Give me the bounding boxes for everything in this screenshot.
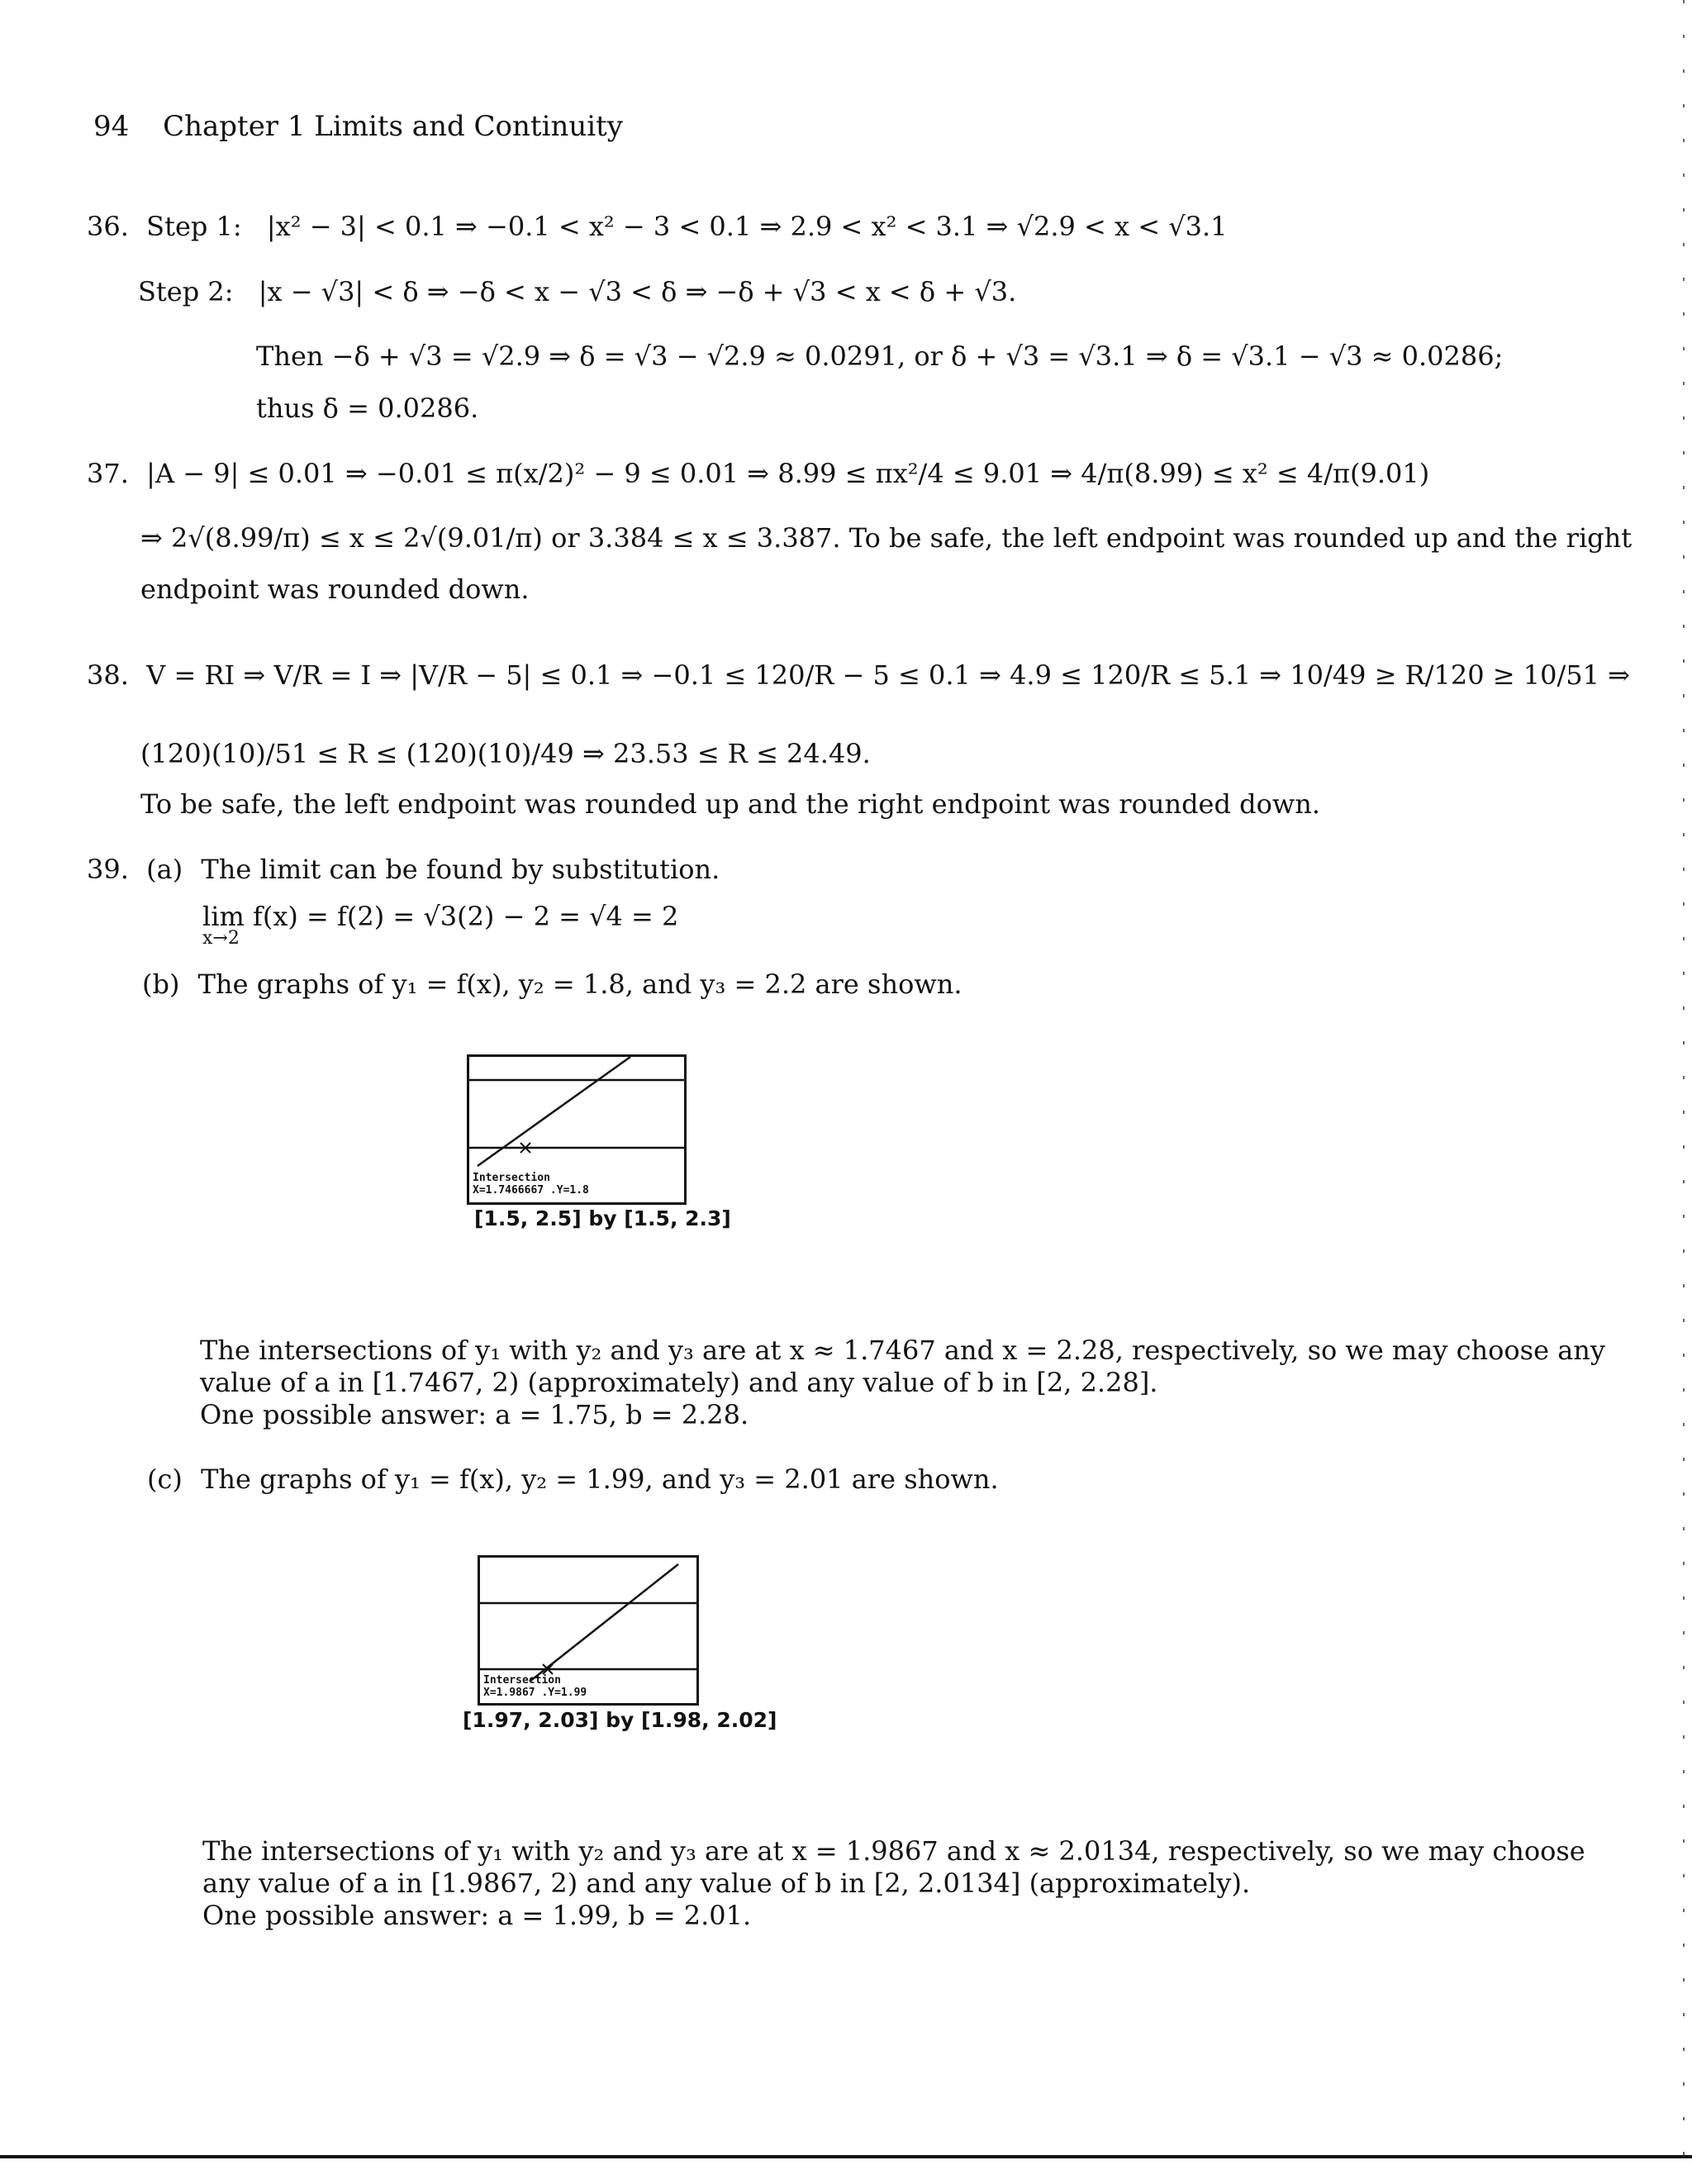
scan-edge-perforation — [1671, 0, 1692, 2184]
part-c-explanation: The intersections of y₁ with y₂ and y₃ are at x = 1.9867 and x ≈ 2.0134, respectively, so we may choose — [202, 1835, 1585, 1867]
problem-number: 39. — [87, 854, 129, 885]
problem-39-a-limit-sub — [202, 928, 240, 949]
step-label: Step 2: — [138, 276, 234, 307]
page-bottom-rule — [0, 2155, 1692, 2158]
calculator-graph-b — [467, 1054, 687, 1205]
chapter-title: Chapter 1 Limits and Continuity — [163, 110, 623, 143]
part-b-text: The graphs of y₁ = f(x), y₂ = 1.8, and y₃ = 2.2 are shown. — [197, 968, 962, 1000]
problem-36-then — [256, 338, 1503, 374]
problem-38-math: (120)(10)/51 ≤ R ≤ (120)(10)/49 ⇒ 23.53 ≤ R ≤ 24.49. — [140, 738, 871, 769]
problem-37-line2 — [140, 520, 1632, 556]
step-label: Step 1: — [146, 211, 242, 242]
problem-36-step2 — [138, 274, 1016, 310]
problem-36-thus — [256, 390, 478, 426]
graph-c-plot — [480, 1558, 696, 1703]
problem-39-a-limit — [202, 898, 678, 935]
part-b-explanation: value of a in [1.7467, 2) (approximately) and any value of b in [2, 2.28]. — [200, 1367, 1158, 1398]
problem-38-math: V = RI ⇒ V/R = I ⇒ |V/R − 5| ≤ 0.1 ⇒ −0.1 ≤ 120/R − 5 ≤ 0.1 ⇒ 4.9 ≤ 120/R ≤ 5.1 ⇒ 10/49 ≥ R/120 ≥ 10/51 ⇒ — [146, 659, 1630, 691]
page-header — [93, 110, 623, 143]
step2-math: |x − √3| < δ ⇒ −δ < x − √3 < δ ⇒ −δ + √3 < x < δ + √3. — [258, 276, 1017, 307]
part-b-explanation: The intersections of y₁ with y₂ and y₃ are at x ≈ 1.7467 and x = 2.28, respectively, so we may choose any — [200, 1335, 1605, 1366]
graph-b-plot — [469, 1057, 684, 1202]
limit-subscript: x→2 — [202, 928, 240, 949]
screen-label-2: X=1.7466667 .Y=1.8 — [473, 1184, 589, 1197]
problem-38-line1 — [87, 657, 1630, 693]
problem-38-line3 — [140, 786, 1320, 822]
problem-37-line3 — [140, 571, 530, 607]
problem-39-a — [87, 851, 720, 887]
part-label: (b) — [142, 968, 180, 1000]
problem-39-b-para3 — [200, 1397, 749, 1433]
part-a-text: The limit can be found by substitution. — [201, 854, 720, 885]
part-label: (a) — [146, 854, 183, 885]
problem-39-c-para1 — [202, 1833, 1585, 1869]
problem-38-text: To be safe, the left endpoint was rounded up and the right endpoint was rounded down. — [140, 788, 1321, 820]
part-label: (c) — [147, 1463, 183, 1495]
step1-math: |x² − 3| < 0.1 ⇒ −0.1 < x² − 3 < 0.1 ⇒ 2.9 < x² < 3.1 ⇒ √2.9 < x < √3.1 — [266, 211, 1228, 242]
part-c-explanation: any value of a in [1.9867, 2) and any value of b in [2, 2.0134] (approximately). — [202, 1868, 1251, 1899]
problem-number: 37. — [87, 458, 129, 489]
problem-37-line1 — [87, 455, 1429, 492]
problem-37-math: |A − 9| ≤ 0.01 ⇒ −0.01 ≤ π(x/2)² − 9 ≤ 0.01 ⇒ 8.99 ≤ πx²/4 ≤ 9.01 ⇒ 4/π(8.99) ≤ x² ≤ 4/π(9.01) — [146, 458, 1430, 489]
problem-39-b-para2 — [200, 1364, 1157, 1401]
problem-37-math: ⇒ 2√(8.99/π) ≤ x ≤ 2√(9.01/π) or 3.384 ≤ x ≤ 3.387. To be safe, the left endpoint was rounded up and the right — [140, 522, 1633, 554]
graph-c-window: [1.97, 2.03] by [1.98, 2.02] — [463, 1708, 777, 1732]
part-c-text: The graphs of y₁ = f(x), y₂ = 1.99, and y₃ = 2.01 are shown. — [201, 1463, 999, 1495]
graph-b-window: [1.5, 2.5] by [1.5, 2.3] — [474, 1206, 731, 1230]
curve-y1 — [478, 1057, 630, 1166]
problem-39-c — [147, 1461, 999, 1497]
problem-39-b-para1 — [200, 1332, 1605, 1368]
screen-label-1: Intersection — [483, 1674, 561, 1687]
thus-math: thus δ = 0.0286. — [256, 393, 479, 424]
part-c-answer: One possible answer: a = 1.99, b = 2.01. — [202, 1900, 752, 1931]
problem-38-line2 — [140, 735, 871, 772]
page-number: 94 — [93, 110, 130, 143]
problem-37-text: endpoint was rounded down. — [140, 573, 530, 605]
calculator-graph-c — [478, 1555, 699, 1706]
then-math: Then −δ + √3 = √2.9 ⇒ δ = √3 − √2.9 ≈ 0.0291, or δ + √3 = √3.1 ⇒ δ = √3.1 − √3 ≈ 0.0286; — [256, 340, 1504, 372]
part-b-answer: One possible answer: a = 1.75, b = 2.28. — [200, 1399, 749, 1430]
problem-39-c-para3 — [202, 1897, 751, 1934]
screen-label-2: X=1.9867 .Y=1.99 — [483, 1687, 587, 1699]
problem-39-c-para2 — [202, 1865, 1250, 1901]
problem-39-b — [142, 966, 962, 1002]
problem-36-step1 — [87, 208, 1228, 245]
screen-label-1: Intersection — [473, 1172, 550, 1184]
limit-math: lim f(x) = f(2) = √3(2) − 2 = √4 = 2 — [202, 901, 679, 932]
problem-number: 36. — [87, 211, 129, 242]
problem-number: 38. — [87, 659, 129, 691]
